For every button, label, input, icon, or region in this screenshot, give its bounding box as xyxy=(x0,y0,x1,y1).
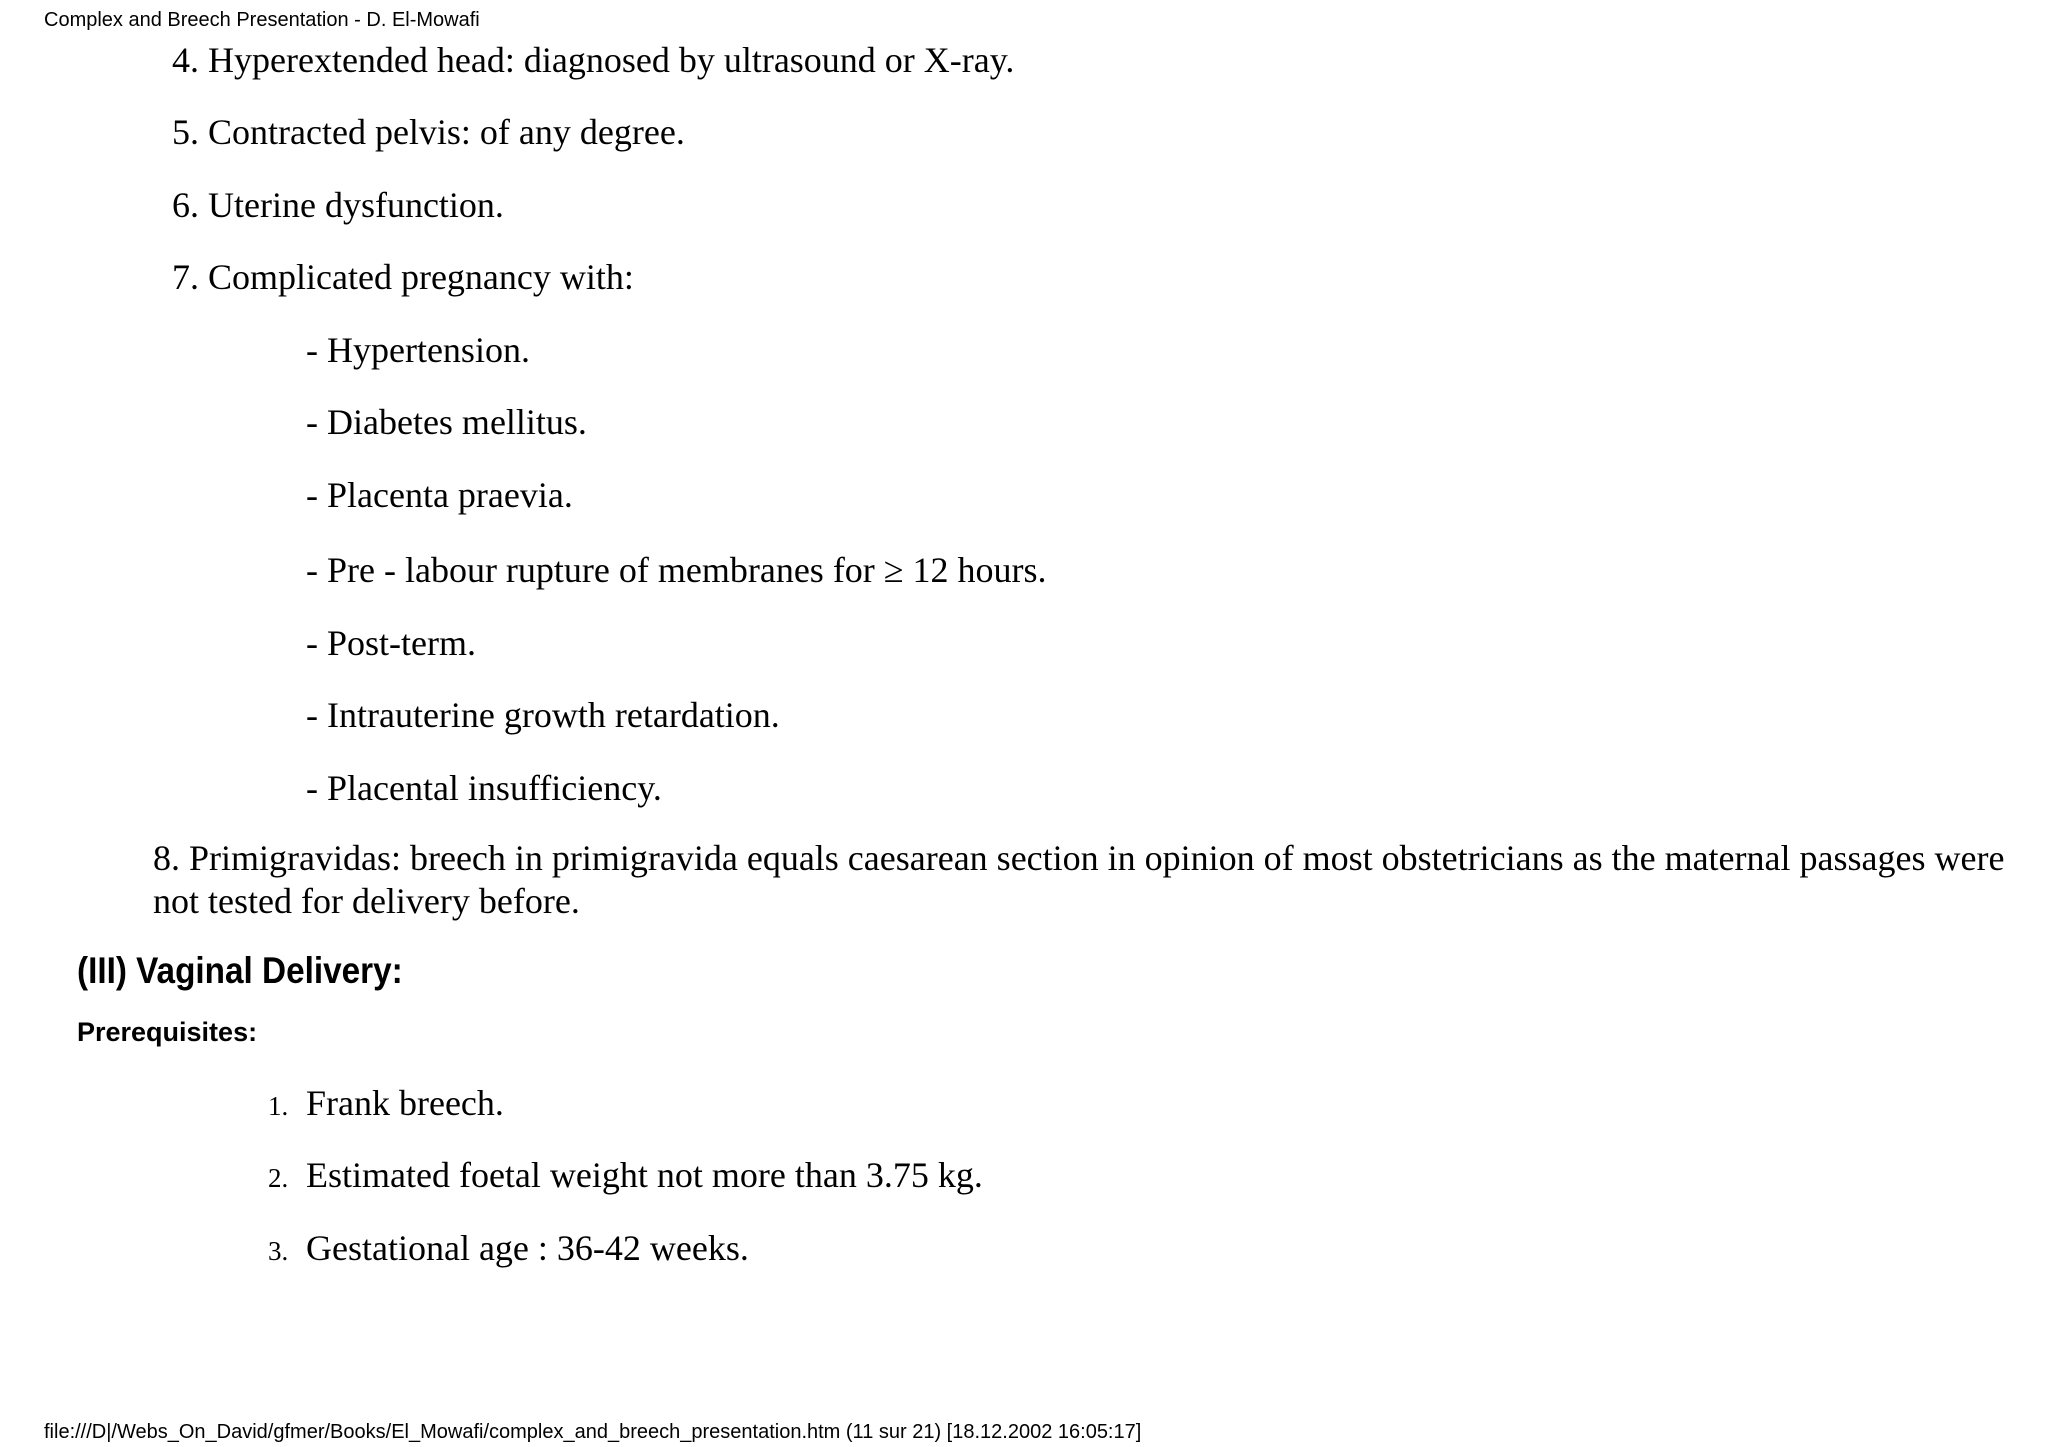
list-item-8: 8. Primigravidas: breech in primigravida equals caesarean section in opinion of most obstetricians as the maternal passages were not tested for delivery before. xyxy=(153,838,2005,921)
complication-item: - Hypertension. xyxy=(306,330,530,370)
prerequisite-item xyxy=(268,1227,749,1273)
prerequisite-item xyxy=(268,1154,983,1200)
page-footer-url: file:///D|/Webs_On_David/gfmer/Books/El_Mowafi/complex_and_breech_presentation.htm (11 sur 21) [18.12.2002 16:05:17] xyxy=(44,1421,1142,1443)
complication-item: - Placenta praevia. xyxy=(306,475,573,515)
complication-item: - Diabetes mellitus. xyxy=(306,402,587,442)
complication-item: - Intrauterine growth retardation. xyxy=(306,695,780,735)
complication-item: - Pre - labour rupture of membranes for ≥ 12 hours. xyxy=(306,550,1047,590)
complication-item: - Placental insufficiency. xyxy=(306,768,662,808)
page-header-title: Complex and Breech Presentation - D. El-Mowafi xyxy=(44,9,480,31)
list-item-4: 4. Hyperextended head: diagnosed by ultrasound or X-ray. xyxy=(172,40,1015,80)
list-item-6: 6. Uterine dysfunction. xyxy=(172,185,504,225)
section-heading: (III) Vaginal Delivery: xyxy=(77,950,403,991)
prerequisite-text: Estimated foetal weight not more than 3.75 kg. xyxy=(306,1155,983,1195)
prerequisite-text: Frank breech. xyxy=(306,1083,504,1123)
sub-heading: Prerequisites: xyxy=(77,1017,258,1047)
prerequisite-number: 1. xyxy=(268,1091,289,1121)
complication-item: - Post-term. xyxy=(306,623,476,663)
list-item-7: 7. Complicated pregnancy with: xyxy=(172,257,634,297)
prerequisite-text: Gestational age : 36-42 weeks. xyxy=(306,1228,749,1268)
prerequisite-number: 3. xyxy=(268,1236,289,1266)
prerequisite-item xyxy=(268,1082,504,1128)
list-item-5: 5. Contracted pelvis: of any degree. xyxy=(172,112,685,152)
prerequisite-number: 2. xyxy=(268,1163,289,1193)
